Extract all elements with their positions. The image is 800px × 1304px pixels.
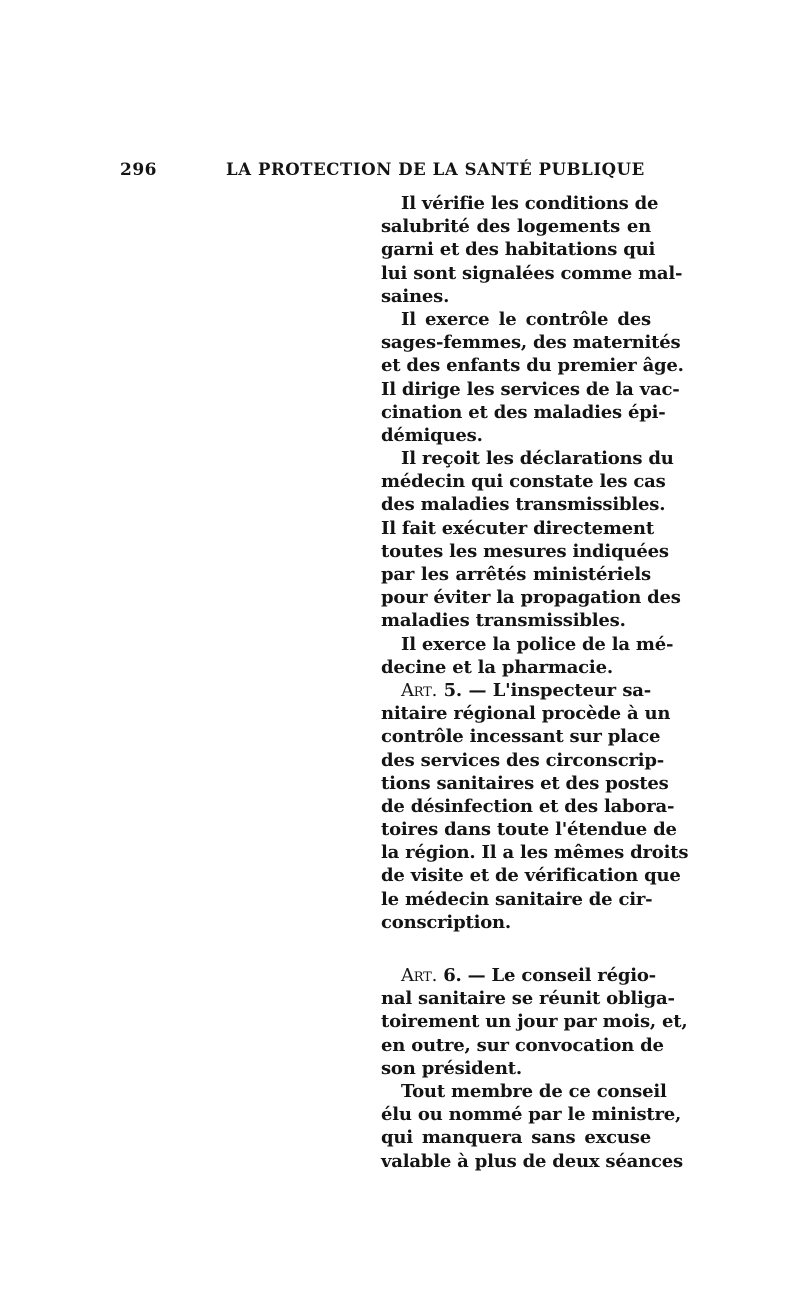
text-line: valable à plus de deux séances [381, 1150, 683, 1172]
text-line: salubrité des logements en [381, 216, 651, 238]
text-line: Il dirige les services de la vac- [381, 378, 680, 400]
text-line: Il exerce la police de la mé- [401, 633, 674, 655]
text-line: des services des circonscrip- [381, 749, 665, 771]
text-line: des maladies transmissibles. [381, 494, 666, 516]
paragraph [381, 447, 681, 633]
text-line: en outre, sur convocation de [381, 1034, 664, 1056]
text-line: Art. 6. — Le conseil régio- [401, 965, 656, 986]
text-line: de visite et de vérification que [381, 865, 681, 887]
text-line: maladies transmissibles. [381, 610, 626, 632]
text-line: nitaire régional procède à un [381, 703, 671, 725]
text-line: le médecin sanitaire de cir- [381, 888, 653, 910]
paragraph [381, 308, 684, 447]
text-line: la région. Il a les mêmes droits [381, 842, 689, 864]
page-number: 296 [120, 160, 157, 180]
text-line: garni et des habitations qui [381, 239, 656, 261]
paragraph [381, 192, 683, 308]
text-line: son président. [381, 1057, 522, 1079]
article-label: Art. [401, 965, 438, 986]
text-line: saines. [381, 285, 450, 307]
text-line: toutes les mesures indiquées [381, 540, 669, 562]
text-line: et des enfants du premier âge. [381, 355, 684, 377]
text-line: Il reçoit les déclarations du [401, 448, 674, 470]
running-title: LA PROTECTION DE LA SANTÉ PUBLIQUE [226, 160, 645, 179]
section-gap [381, 934, 651, 964]
text-line: démiques. [381, 424, 483, 446]
article-label: Art. [401, 679, 438, 701]
text-line: toirement un jour par mois, et, [381, 1011, 688, 1033]
paragraph [381, 1080, 683, 1173]
body-text-column [381, 192, 689, 1173]
paragraph [381, 633, 674, 679]
text-line: qui manquera sans excuse [381, 1127, 651, 1149]
text-line: nal sanitaire se réunit obliga- [381, 988, 675, 1010]
text-line: Art. 5. — L'inspecteur sa- [401, 679, 651, 701]
text-line: Il exerce le contrôle des [401, 308, 651, 330]
paragraph [381, 964, 688, 1080]
text-line: toires dans toute l'étendue de [381, 819, 677, 841]
text-line: élu ou nommé par le ministre, [381, 1104, 682, 1126]
text-line: Tout membre de ce conseil [401, 1080, 667, 1102]
text-line: contrôle incessant sur place [381, 726, 661, 748]
text-line: médecin qui constate les cas [381, 471, 666, 493]
text-line: Il fait exécuter directement [381, 517, 654, 539]
text-line: pour éviter la propagation des [381, 587, 681, 609]
text-line: tions sanitaires et des postes [381, 772, 669, 794]
text-line: conscription. [381, 911, 511, 933]
text-line: par les arrêtés ministériels [381, 564, 651, 585]
text-line: Il vérifie les conditions de [401, 193, 659, 214]
text-line: decine et la pharmacie. [381, 656, 613, 678]
paragraph [381, 679, 689, 934]
text-line: de désinfection et des labora- [381, 795, 675, 817]
page-header [120, 160, 645, 186]
text-line: cination et des maladies épi- [381, 401, 666, 423]
text-line: sages-femmes, des maternités [381, 332, 681, 354]
text-line: lui sont signalées comme mal- [381, 262, 683, 284]
